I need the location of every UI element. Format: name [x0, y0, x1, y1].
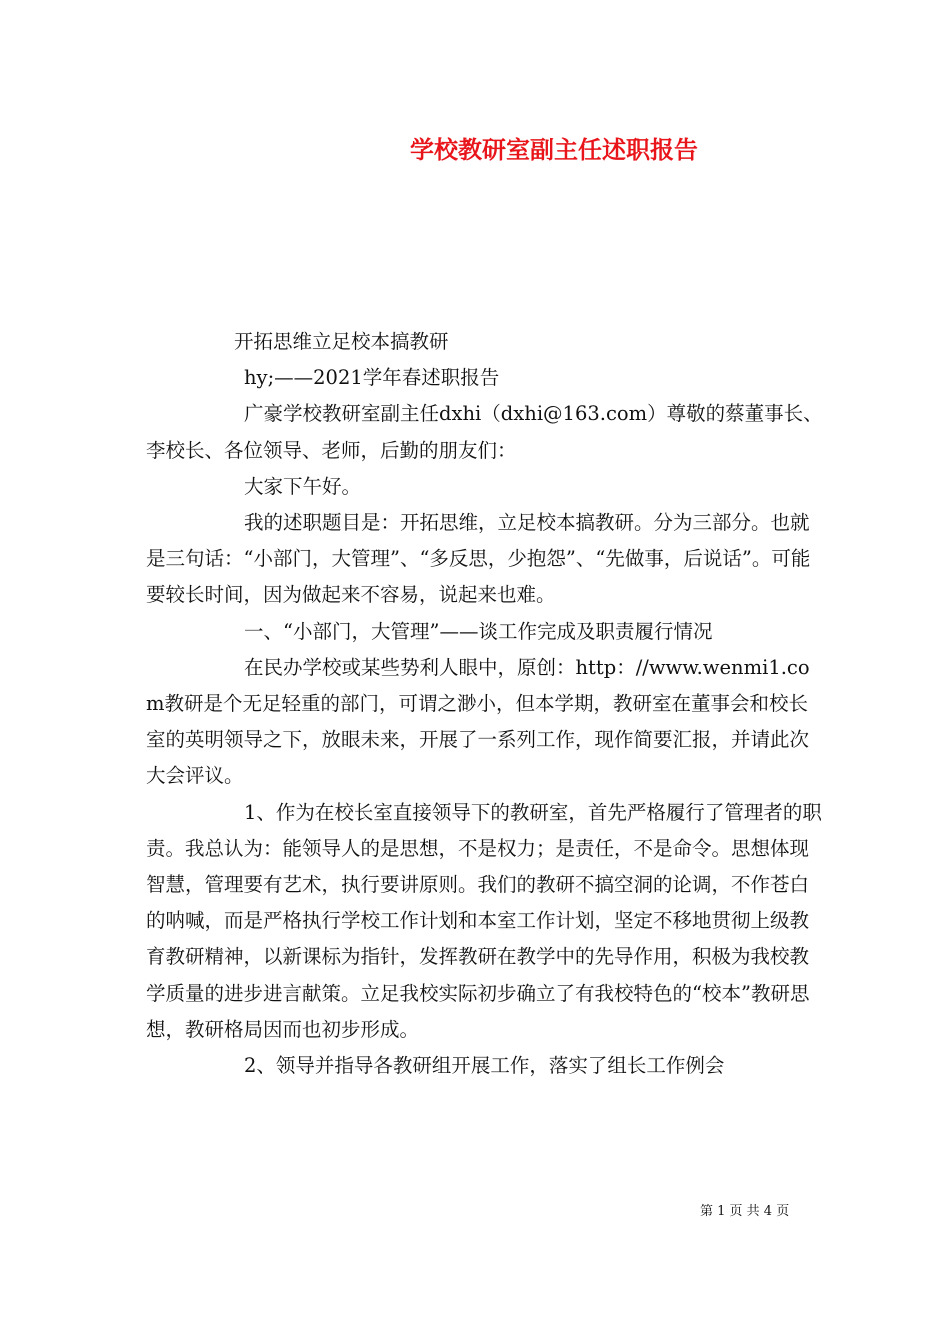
- document-title: 学校教研室副主任述职报告: [410, 135, 698, 164]
- document-body: [146, 324, 826, 1084]
- topic-intro-paragraph: 我的述职题目是：开拓思维，立足校本搞教研。分为三部分。也就是三句话：“小部门，大管理”、“多反思，少抱怨”、“先做事，后说话”。可能要较长时间，因为做起来不容易，说起来也难。: [146, 511, 811, 607]
- section-one-heading: 一、“小部门，大管理”——谈工作完成及职责履行情况: [244, 619, 713, 643]
- page-number-footer: 第 1 页 共 4 页: [700, 1204, 790, 1219]
- item-two-paragraph: 2、领导并指导各教研组开展工作，落实了组长工作例会: [244, 1054, 725, 1078]
- item-one-paragraph: 1、作为在校长室直接领导下的教研室，首先严格履行了管理者的职责。我总认为：能领导人的是思想，不是权力；是责任，不是命令。思想体现智慧，管理要有艺术，执行要讲原则。我们的教研不搞空洞的论调，不作苍白的呐喊，而是严格执行学校工作计划和本室工作计划，坚定不移地贯彻上级教育教研精神，以新课标为指针，发挥教研在教学中的先导作用，积极为我校教学质量的进步进言献策。立足我校实际初步确立了有我校特色的“校本”教研思想，教研格局因而也初步形成。: [146, 800, 822, 1041]
- greeting-paragraph: 大家下午好。: [244, 474, 362, 498]
- date-line-paragraph: hy;——2021学年春述职报告: [244, 366, 500, 390]
- author-greeting-paragraph: 广豪学校教研室副主任dxhi（dxhi@163.com）尊敬的蔡董事长、李校长、各位领导、老师，后勤的朋友们：: [146, 402, 823, 462]
- section-one-intro-paragraph: 在民办学校或某些势利人眼中，原创：http：//www.wenmi1.com教研是个无足轻重的部门，可谓之渺小，但本学期，教研室在董事会和校长室的英明领导之下，放眼未来，开展了一系列工作，现作简要汇报，并请此次大会评议。: [146, 655, 810, 788]
- subtitle-paragraph: 开拓思维立足校本搞教研: [234, 330, 449, 353]
